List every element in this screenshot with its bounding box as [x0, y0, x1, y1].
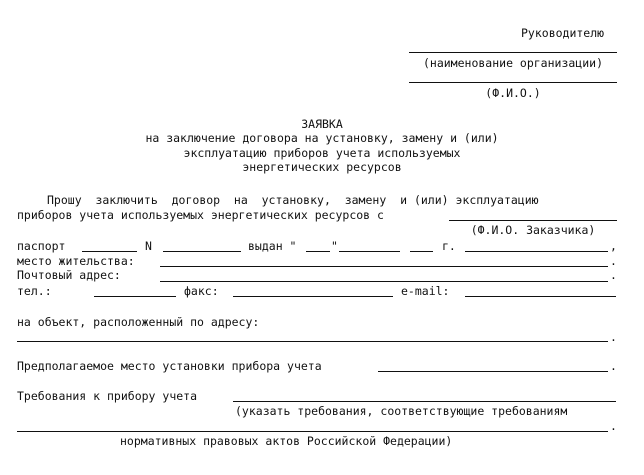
installation-location-label: Предполагаемое место установки прибора учета — [17, 359, 322, 373]
organization-caption: (наименование организации) — [422, 56, 603, 70]
installation-location-dot: . — [610, 359, 617, 373]
issued-day-field[interactable] — [306, 251, 330, 252]
fax-field[interactable] — [233, 296, 393, 297]
organization-name-field[interactable] — [409, 52, 617, 53]
passport-number-label: N — [145, 239, 152, 253]
phone-field[interactable] — [94, 296, 176, 297]
residence-field[interactable] — [160, 266, 608, 267]
object-address-label: на объект, расположенный по адресу: — [17, 315, 260, 329]
fax-label: факс: — [184, 284, 219, 298]
title-line-2: эксплуатацию приборов учета используемых — [183, 146, 461, 160]
object-address-dot: . — [610, 330, 617, 344]
title-line-3: энергетических ресурсов — [242, 160, 402, 174]
passport-comma: , — [610, 239, 617, 253]
email-label: e-mail: — [401, 284, 450, 298]
installation-location-field[interactable] — [378, 371, 608, 372]
passport-label: паспорт — [17, 239, 66, 253]
postal-label: Почтовый адрес: — [17, 268, 121, 282]
postal-dot: . — [610, 268, 617, 282]
request-text-line-1: Прошу заключить договор на установку, замену и (или) эксплуатацию — [47, 193, 539, 207]
issued-by-field[interactable] — [465, 251, 608, 252]
postal-address-field[interactable] — [160, 281, 608, 282]
year-label: г. — [442, 239, 456, 253]
issued-year-field[interactable] — [410, 251, 433, 252]
customer-fio-field[interactable] — [449, 220, 617, 221]
head-fio-caption: (Ф.И.О.) — [485, 86, 541, 100]
residence-label: место жительства: — [17, 254, 135, 268]
requirements-dot: . — [610, 419, 617, 433]
requirements-field[interactable] — [233, 401, 616, 402]
object-address-field[interactable] — [17, 341, 608, 342]
email-field[interactable] — [465, 296, 616, 297]
requirements-label: Требования к прибору учета — [17, 389, 198, 403]
issued-label: выдан " — [248, 239, 297, 253]
addressee-text: Руководителю — [521, 26, 605, 40]
requirements-caption-1: (указать требования, соответствующие требованиям — [235, 404, 568, 418]
passport-number-field[interactable] — [163, 251, 241, 252]
phone-label: тел.: — [17, 284, 52, 298]
title-line-1: на заключение договора на установку, замену и (или) — [145, 131, 499, 145]
head-fio-field[interactable] — [409, 82, 617, 83]
requirements-field-continued[interactable] — [17, 431, 608, 432]
requirements-caption-2: нормативных правовых актов Российской Федерации) — [120, 434, 453, 448]
residence-dot: . — [610, 254, 617, 268]
issued-quote: " — [331, 239, 338, 253]
document-title: ЗАЯВКА — [301, 117, 343, 131]
customer-fio-caption: (Ф.И.О. Заказчика) — [470, 223, 596, 237]
issued-month-field[interactable] — [339, 251, 400, 252]
request-text-line-2: приборов учета используемых энергетических ресурсов с — [17, 208, 384, 222]
passport-series-field[interactable] — [82, 251, 137, 252]
